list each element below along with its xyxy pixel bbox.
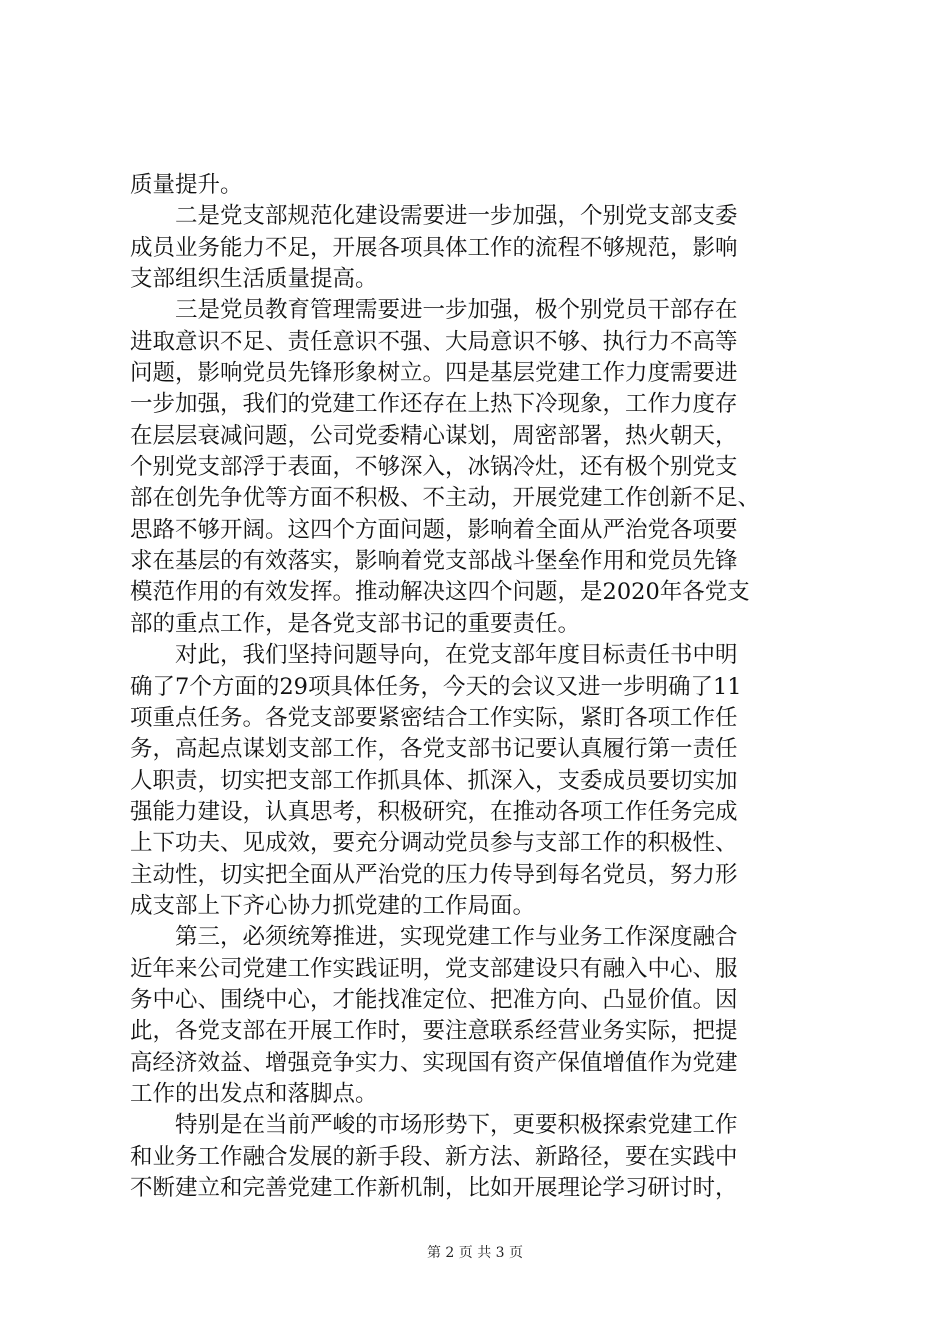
text-line: 对此，我们坚持问题导向，在党支部年度目标责任书中明 <box>175 642 738 669</box>
text-line: 成支部上下齐心协力抓党建的工作局面。 <box>130 892 536 919</box>
text-line: 务，高起点谋划支部工作，各党支部书记要认真履行第一责任 <box>130 736 738 763</box>
text-line: 在层层衰减问题，公司党委精心谋划，周密部署，热火朝天， <box>130 422 738 449</box>
text-line: 个别党支部浮于表面，不够深入，冰锅冷灶，还有极个别党支 <box>130 454 738 481</box>
text-line: 此，各党支部在开展工作时，要注意联系经营业务实际，把提 <box>130 1018 738 1045</box>
document-body <box>130 170 830 1204</box>
text-line: 主动性，切实把全面从严治党的压力传导到每名党员，努力形 <box>130 861 738 888</box>
text-line: 部在创先争优等方面不积极、不主动，开展党建工作创新不足、 <box>130 485 761 512</box>
text-line: 特别是在当前严峻的市场形势下，更要积极探索党建工作 <box>175 1112 738 1139</box>
text-line: 人职责，切实把支部工作抓具体、抓深入，支委成员要切实加 <box>130 767 738 794</box>
text-line: 求在基层的有效落实，影响着党支部战斗堡垒作用和党员先锋 <box>130 548 738 575</box>
text-line: 第三，必须统筹推进，实现党建工作与业务工作深度融合 <box>175 924 738 951</box>
text-line: 近年来公司党建工作实践证明，党支部建设只有融入中心、服 <box>130 955 738 982</box>
text-line: 工作的出发点和落脚点。 <box>130 1080 378 1107</box>
text-line: 问题，影响党员先锋形象树立。四是基层党建工作力度需要进 <box>130 360 738 387</box>
text-line: 高经济效益、增强竞争实力、实现国有资产保值增值作为党建 <box>130 1049 738 1076</box>
text-line: 部的重点工作，是各党支部书记的重要责任。 <box>130 610 581 637</box>
text-line: 一步加强，我们的党建工作还存在上热下冷现象，工作力度存 <box>130 391 738 418</box>
text-line: 成员业务能力不足，开展各项具体工作的流程不够规范，影响 <box>130 234 738 261</box>
text-line: 上下功夫、见成效，要充分调动党员参与支部工作的积极性、 <box>130 830 738 857</box>
text-line: 强能力建设，认真思考，积极研究，在推动各项工作任务完成 <box>130 798 738 825</box>
text-line: 和业务工作融合发展的新手段、新方法、新路径，要在实践中 <box>130 1143 738 1170</box>
page-footer: 第 2 页 共 3 页 <box>426 1245 524 1261</box>
text-line: 支部组织生活质量提高。 <box>130 266 378 293</box>
text-line: 项重点任务。各党支部要紧密结合工作实际，紧盯各项工作任 <box>130 704 738 731</box>
text-line: 三是党员教育管理需要进一步加强，极个别党员干部存在 <box>175 297 738 324</box>
text-line: 进取意识不足、责任意识不强、大局意识不够、执行力不高等 <box>130 328 738 355</box>
text-line: 模范作用的有效发挥。推动解决这四个问题，是2020年各党支 <box>130 579 750 606</box>
text-line: 质量提升。 <box>130 172 243 198</box>
text-line: 思路不够开阔。这四个方面问题，影响着全面从严治党各项要 <box>130 516 738 543</box>
text-line: 确了7个方面的29项具体任务，今天的会议又进一步明确了11 <box>130 673 742 700</box>
text-line: 不断建立和完善党建工作新机制，比如开展理论学习研讨时， <box>130 1175 738 1201</box>
text-line: 务中心、围绕中心，才能找准定位、把准方向、凸显价值。因 <box>130 986 738 1013</box>
text-line: 二是党支部规范化建设需要进一步加强，个别党支部支委 <box>175 203 738 230</box>
